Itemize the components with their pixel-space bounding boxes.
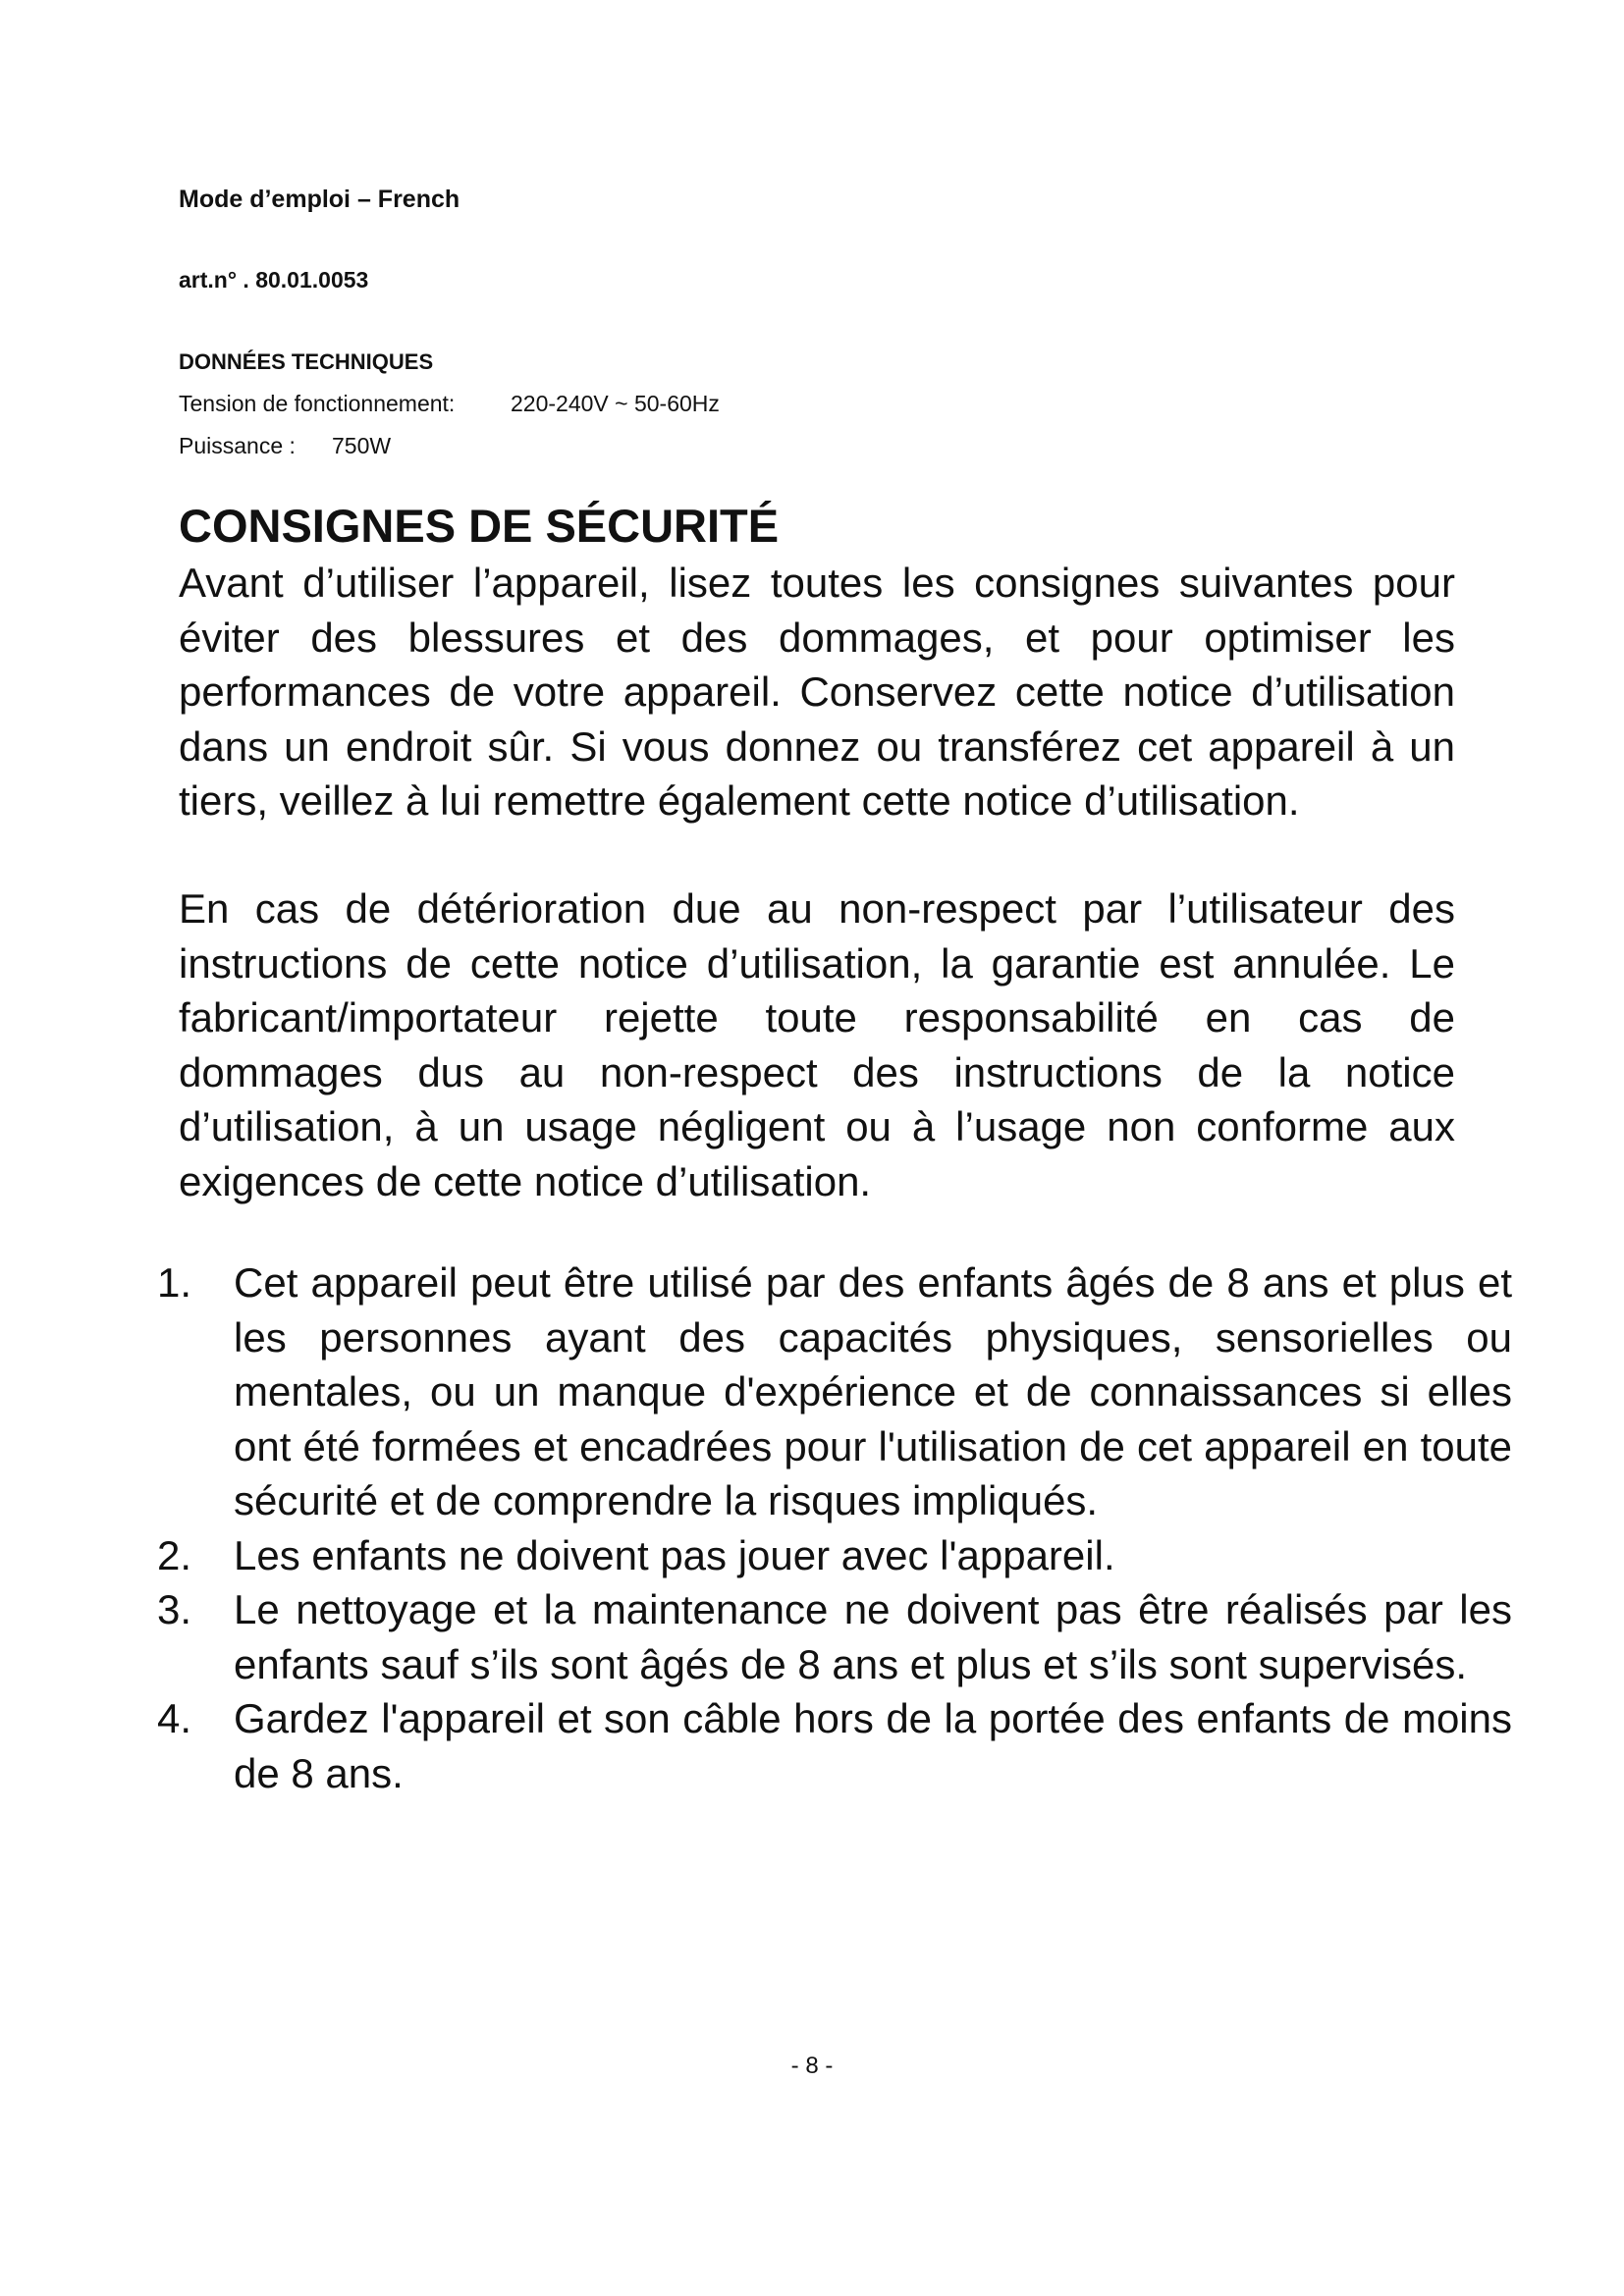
- page-number: - 8 -: [790, 2053, 834, 2079]
- list-item-text: Cet appareil peut être utilisé par des enfants âgés de 8 ans et plus et les personnes ayant des capacités physiques, sensorielles ou mentales, ou un manque d'expérience et de connaissances si elles ont été formées et encadrées pour l'utilisation de cet appareil en toute sécurité et de comprendre la risques impliqués.: [234, 1259, 1512, 1523]
- safety-list: [157, 1255, 1512, 1800]
- list-item-text: Les enfants ne doivent pas jouer avec l'appareil.: [234, 1531, 1115, 1578]
- spec-voltage-value: 220-240V ~ 50-60Hz: [511, 391, 720, 416]
- warranty-paragraph: En cas de détérioration due au non-respect par l’utilisateur des instructions de cette notice d’utilisation, la garantie est annulée. Le fabricant/importateur rejette toute responsabilité en cas de dommages dus au non-respect des instructions de la notice d’utilisation, à un usage négligent ou à l’usage non conforme aux exigences de cette notice d’utilisation.: [179, 885, 1455, 1204]
- list-item-number: 4.: [157, 1695, 192, 1741]
- spec-power-row: [179, 431, 391, 460]
- spec-power-value: 750W: [332, 433, 392, 458]
- safety-title: CONSIGNES DE SÉCURITÉ: [179, 500, 780, 552]
- article-number: art.n° . 80.01.0053: [179, 267, 369, 293]
- list-item-number: 1.: [157, 1259, 192, 1306]
- spec-voltage-label: Tension de fonctionnement:: [179, 391, 456, 416]
- list-item: [157, 1582, 1512, 1691]
- list-item-number: 3.: [157, 1586, 192, 1632]
- list-item: [157, 1528, 1512, 1583]
- list-item-text: Gardez l'appareil et son câble hors de la portée des enfants de moins de 8 ans.: [234, 1695, 1512, 1796]
- list-item: [157, 1255, 1512, 1528]
- list-item-text: Le nettoyage et la maintenance ne doivent pas être réalisés par les enfants sauf s’ils sont âgés de 8 ans et plus et s’ils sont supervisés.: [234, 1586, 1512, 1687]
- safety-intro: Avant d’utiliser l’appareil, lisez toutes les consignes suivantes pour éviter des blessures et des dommages, et pour optimiser les performances de votre appareil. Conservez cette notice d’utilisation dans un endroit sûr. Si vous donnez ou transférez cet appareil à un tiers, veillez à lui remettre également cette notice d’utilisation.: [179, 560, 1455, 824]
- list-item: [157, 1691, 1512, 1800]
- spec-voltage-row: [179, 389, 720, 418]
- spec-power-label: Puissance :: [179, 433, 296, 458]
- manual-title: Mode d’emploi – French: [179, 186, 460, 213]
- list-item-number: 2.: [157, 1531, 192, 1578]
- specs-heading: DONNÉES TECHNIQUES: [179, 349, 434, 374]
